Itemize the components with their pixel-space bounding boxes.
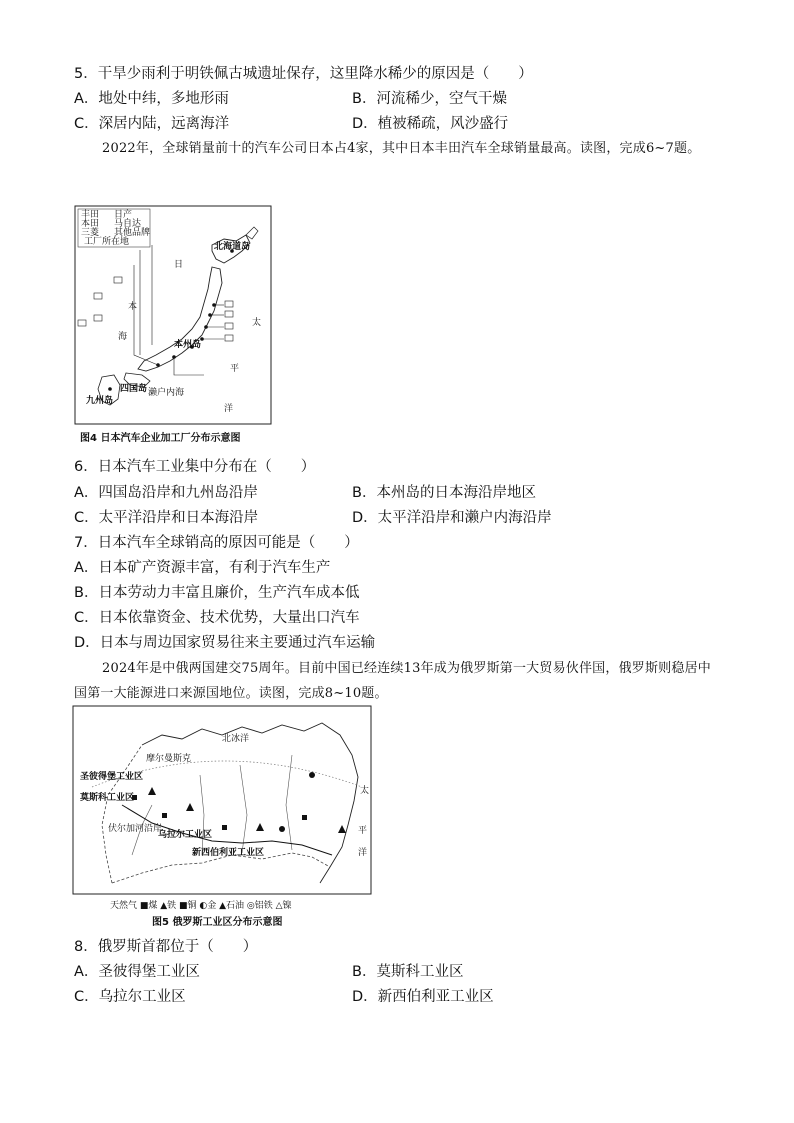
factory-dot — [108, 387, 112, 391]
label-arctic: 北冰洋 — [222, 734, 250, 744]
label-honshu: 本州岛 — [174, 340, 202, 350]
q8-option-b: B．莫斯科工业区 — [352, 964, 464, 980]
legend-honda: 本田 — [81, 219, 100, 229]
q7-option-a: A．日本矿产资源丰富，有利于汽车生产 — [74, 560, 331, 576]
q8-option-c: C．乌拉尔工业区 — [74, 989, 186, 1005]
legend-other: 其他品牌 — [114, 228, 151, 238]
legend-mazda: 马自达 — [114, 219, 142, 229]
legend-factory: 工厂所在地 — [84, 237, 130, 247]
label-pac-tai: 太 — [360, 786, 370, 796]
legend-nissan: 日产 — [114, 210, 133, 220]
russia-map-figure — [72, 705, 372, 932]
label-sea-ben: 本 — [128, 302, 138, 312]
russia-legend: 天然气 ■煤 ▲铁 ■铜 ◐金 ▲石油 ◎铝铁 △镍 — [110, 901, 292, 911]
russia-map — [72, 705, 372, 932]
label-pac-tai: 太 — [252, 318, 262, 328]
label-novosib: 新西伯利亚工业区 — [192, 848, 265, 858]
intro-6-7: 2022年，全球销量前十的汽车公司日本占4家，其中日本丰田汽车全球销量最高。读图，完成6~7题。 — [102, 141, 701, 156]
label-pac-yang: 洋 — [358, 848, 368, 858]
q5-option-b: B．河流稀少，空气干燥 — [352, 91, 507, 107]
q7-option-c: C．日本依靠资金、技术优势，大量出口汽车 — [74, 610, 360, 626]
label-hokkaido: 北海道岛 — [214, 242, 251, 252]
q7-option-d: D．日本与周边国家贸易往来主要通过汽车运输 — [74, 635, 376, 651]
japan-map-caption: 图4 日本汽车企业加工厂分布示意图 — [80, 433, 241, 444]
q6-option-c: C．太平洋沿岸和日本海沿岸 — [74, 510, 259, 526]
q5-option-c: C．深居内陆，远离海洋 — [74, 116, 230, 132]
q8-option-a: A．圣彼得堡工业区 — [74, 964, 200, 980]
q5-option-d: D．植被稀疏，风沙盛行 — [352, 116, 509, 132]
label-sea-hai: 海 — [118, 332, 128, 342]
intro-8-10: 2024年是中俄两国建交75周年。目前中国已经连续13年成为俄罗斯第一大贸易伙伴国，俄罗斯则稳居中国第一大能源进口来源国地位。读图，完成8~10题。 — [74, 661, 711, 701]
label-ural: 乌拉尔工业区 — [158, 830, 213, 840]
q6-option-a: A．四国岛沿岸和九州岛沿岸 — [74, 485, 258, 501]
japan-map-figure — [74, 205, 272, 450]
q5-option-a: A．地处中纬，多地形雨 — [74, 91, 229, 107]
label-shikoku: 四国岛 — [120, 384, 148, 394]
question-6-stem: 6．日本汽车工业集中分布在（ ） — [74, 459, 316, 475]
q7-option-b: B．日本劳动力丰富且廉价，生产汽车成本低 — [74, 585, 360, 601]
russia-map-caption: 图5 俄罗斯工业区分布示意图 — [152, 917, 283, 928]
question-8-stem: 8．俄罗斯首都位于（ ） — [74, 939, 258, 955]
label-sea-ri: 日 — [174, 260, 184, 270]
q6-option-d: D．太平洋沿岸和濑户内海沿岸 — [352, 510, 552, 526]
label-stpete: 圣彼得堡工业区 — [80, 772, 144, 782]
legend-toyota: 丰田 — [81, 210, 100, 220]
label-murmansk: 摩尔曼斯克 — [146, 754, 192, 764]
japan-map — [74, 205, 272, 450]
label-kyushu: 九州岛 — [86, 396, 114, 406]
question-5-stem: 5．干旱少雨利于明铁佩古城遗址保存，这里降水稀少的原因是（ ） — [74, 66, 533, 82]
label-pac-ping: 平 — [358, 826, 368, 836]
label-volga: 伏尔加河沿岸 — [108, 824, 163, 834]
label-setonaikai: 濑户内海 — [148, 388, 185, 398]
q6-option-b: B．本州岛的日本海沿岸地区 — [352, 485, 536, 501]
label-pac-ping: 平 — [230, 364, 240, 374]
question-7-stem: 7．日本汽车全球销高的原因可能是（ ） — [74, 535, 359, 551]
legend-mitsubishi: 三菱 — [81, 228, 100, 238]
q8-option-d: D．新西伯利亚工业区 — [352, 989, 494, 1005]
label-moscow: 莫斯科工业区 — [80, 793, 135, 803]
label-pac-yang: 洋 — [224, 404, 234, 414]
